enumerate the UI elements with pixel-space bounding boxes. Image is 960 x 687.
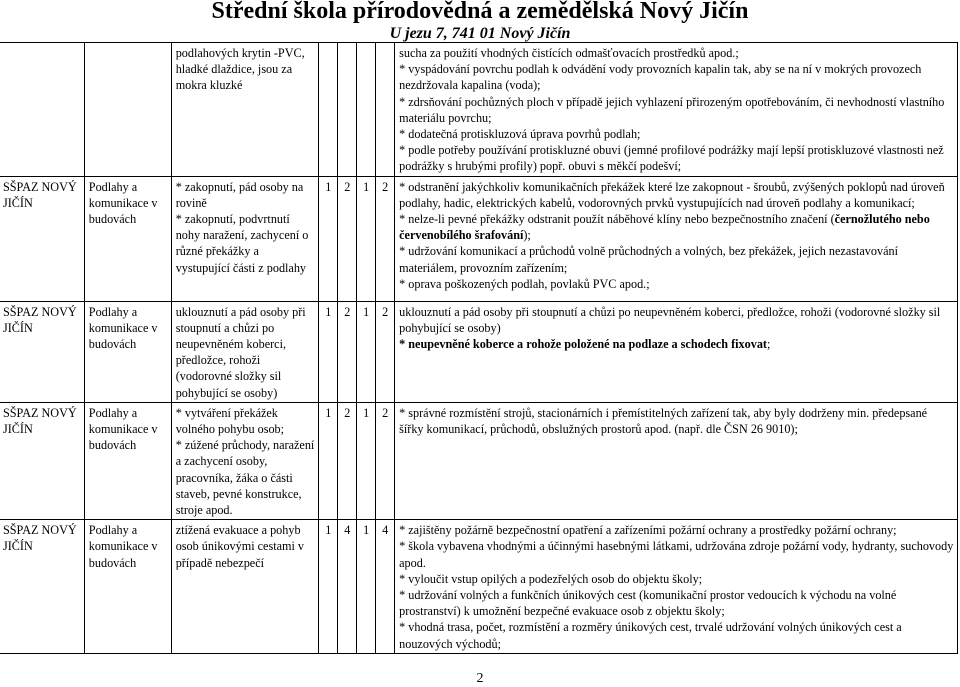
area-cell: Podlahy a komunikace v budovách [84, 520, 171, 654]
measure-item: * škola vybavena vhodnými a účinnými hasebnými látkami, udržována zdroje požární vody, hydranty, suchovody apod. [399, 539, 954, 570]
org-cell: SŠPAZ NOVÝ JIČÍN [0, 402, 84, 519]
area-cell: Podlahy a komunikace v budovách [84, 402, 171, 519]
measures-cell [395, 520, 958, 654]
score-cell: 2 [338, 176, 357, 301]
score-cell: 1 [357, 301, 376, 402]
table-row [0, 176, 958, 301]
measure-item: * zajištěny požárně bezpečnostní opatření a zařízeními požární ochrany a prostředky požární ochrany; [399, 523, 897, 538]
score-cell: 1 [319, 520, 338, 654]
score-cell [357, 43, 376, 177]
measure-item: * vyloučit vstup opilých a podezřelých osob do objektu školy; [399, 571, 703, 586]
measure-item: sucha za použití vhodných čistících odmašťovacích prostředků apod.; [399, 46, 739, 60]
score-cell: 1 [319, 176, 338, 301]
score-cell: 2 [376, 176, 395, 301]
score-cell: 2 [376, 402, 395, 519]
score-cell [376, 43, 395, 177]
measure-item: * oprava poškozených podlah, povlaků PVC apod.; [399, 276, 650, 291]
score-cell: 1 [357, 176, 376, 301]
measures-cell [395, 176, 958, 301]
measure-item: * udržování volných a funkčních únikových cest (komunikační prostor vedoucích k východu na volné prostranství) k umožnění bezpečné evakuace osob z objektu školy; [399, 588, 897, 619]
measure-item: * dodatečná protiskluzová úprava povrhů podlah; [399, 127, 641, 142]
school-address: U jezu 7, 741 01 Nový Jičín [389, 25, 571, 42]
hazard-cell: * zakopnutí, pád osoby na rovině * zakopnutí, podvrtnutí nohy naražení, zachycení o různé překážky a vystupující části z podlahy [171, 176, 319, 301]
score-cell: 2 [338, 301, 357, 402]
area-cell: Podlahy a komunikace v budovách [84, 176, 171, 301]
risk-table [0, 42, 958, 654]
score-cell: 4 [338, 520, 357, 654]
measure-item: * zdrsňování pochůzných ploch v případě jejich vyhlazení přirozeným opotřebováním, či nevhodností vlastního materiálu povrchu; [399, 94, 945, 125]
measure-item: * podle potřeby používání protiskluzné obuvi (jemné profilové podrážky mají lepší protiskluzové vlastnosti než podrážky s hrubými profily) popř. obuvi s měkčí podešví; [399, 143, 944, 174]
area-cell: Podlahy a komunikace v budovách [84, 301, 171, 402]
score-cell: 1 [319, 402, 338, 519]
measure-item: uklouznutí a pád osoby při stoupnutí a chůzi po neupevněném koberci, předložce, rohoži (vodorovné složky sil pohybující se osoby) [399, 304, 941, 335]
area-cell [84, 43, 171, 177]
table-row [0, 402, 958, 519]
measure-item: * vhodná trasa, počet, rozmístění a rozměry únikových cest, trvalé udržování volných únikových cest a nouzových východů; [399, 620, 902, 651]
org-cell: SŠPAZ NOVÝ JIČÍN [0, 176, 84, 301]
table-row [0, 43, 958, 177]
measure-item: * nelze-li pevné překážky odstranit použít náběhové klíny nebo bezpečnostního značení (černožlutého nebo červenobílého šrafování); [399, 212, 930, 243]
score-cell: 1 [357, 520, 376, 654]
measures-cell [395, 301, 958, 402]
measure-item: * vyspádování povrchu podlah k odvádění vody provozních kapalin tak, aby se na ní v mokrých provozech nezdržovala kapalina (voda); [399, 62, 922, 93]
page-number: 2 [476, 671, 484, 686]
page-title: Střední škola přírodovědná a zemědělská Nový Jičín [211, 0, 749, 24]
score-cell [319, 43, 338, 177]
measure-item: * správné rozmístění strojů, stacionárních i přemístitelných zařízení tak, aby byly dodrženy min. předepsané šířky komunikací, průchodů, obslužných prostorů apod. (např. dle ČSN 26 9010); [399, 405, 928, 437]
score-cell: 1 [357, 402, 376, 519]
table-row [0, 520, 958, 654]
hatching-emphasis: černožlutého nebo červenobílého šrafování [399, 212, 930, 243]
org-cell: SŠPAZ NOVÝ JIČÍN [0, 520, 84, 654]
score-cell: 1 [319, 301, 338, 402]
hazard-cell: * vytváření překážek volného pohybu osob; * zúžené průchody, naražení a zachycení osoby, pracovníka, žáka o části staveb, pevné konstrukce, stroje apod. [171, 402, 319, 519]
measure-item: * odstranění jakýchkoliv komunikačních překážek které lze zakopnout - šroubů, zvýšených poklopů nad úroveň podlahy, hadic, elektrických kabelů, vodorovných prvků vystupujících nad úroveň podlahy a komunikací; [399, 179, 945, 210]
score-cell: 2 [376, 301, 395, 402]
score-cell [338, 43, 357, 177]
hazard-cell: ztížená evakuace a pohyb osob únikovými cestami v případě nebezpečí [171, 520, 319, 654]
org-cell [0, 43, 84, 177]
hazard-cell: podlahových krytin -PVC, hladké dlaždice, jsou za mokra kluzké [171, 43, 319, 177]
score-cell: 4 [376, 520, 395, 654]
measures-cell [395, 402, 958, 519]
table-row [0, 301, 958, 402]
org-cell: SŠPAZ NOVÝ JIČÍN [0, 301, 84, 402]
measure-item: * neupevněné koberce a rohože položené na podlaze a schodech fixovat; [399, 337, 771, 352]
hazard-cell: uklouznutí a pád osoby při stoupnutí a chůzi po neupevněném koberci, předložce, rohoži (vodorovné složky sil pohybující se osoby) [171, 301, 319, 402]
measure-item: * udržování komunikací a průchodů volně průchodných a volných, bez překážek, jejich nezastavování materiálem, provozním zařízením; [399, 244, 898, 275]
measures-cell [395, 43, 958, 177]
score-cell: 2 [338, 402, 357, 519]
